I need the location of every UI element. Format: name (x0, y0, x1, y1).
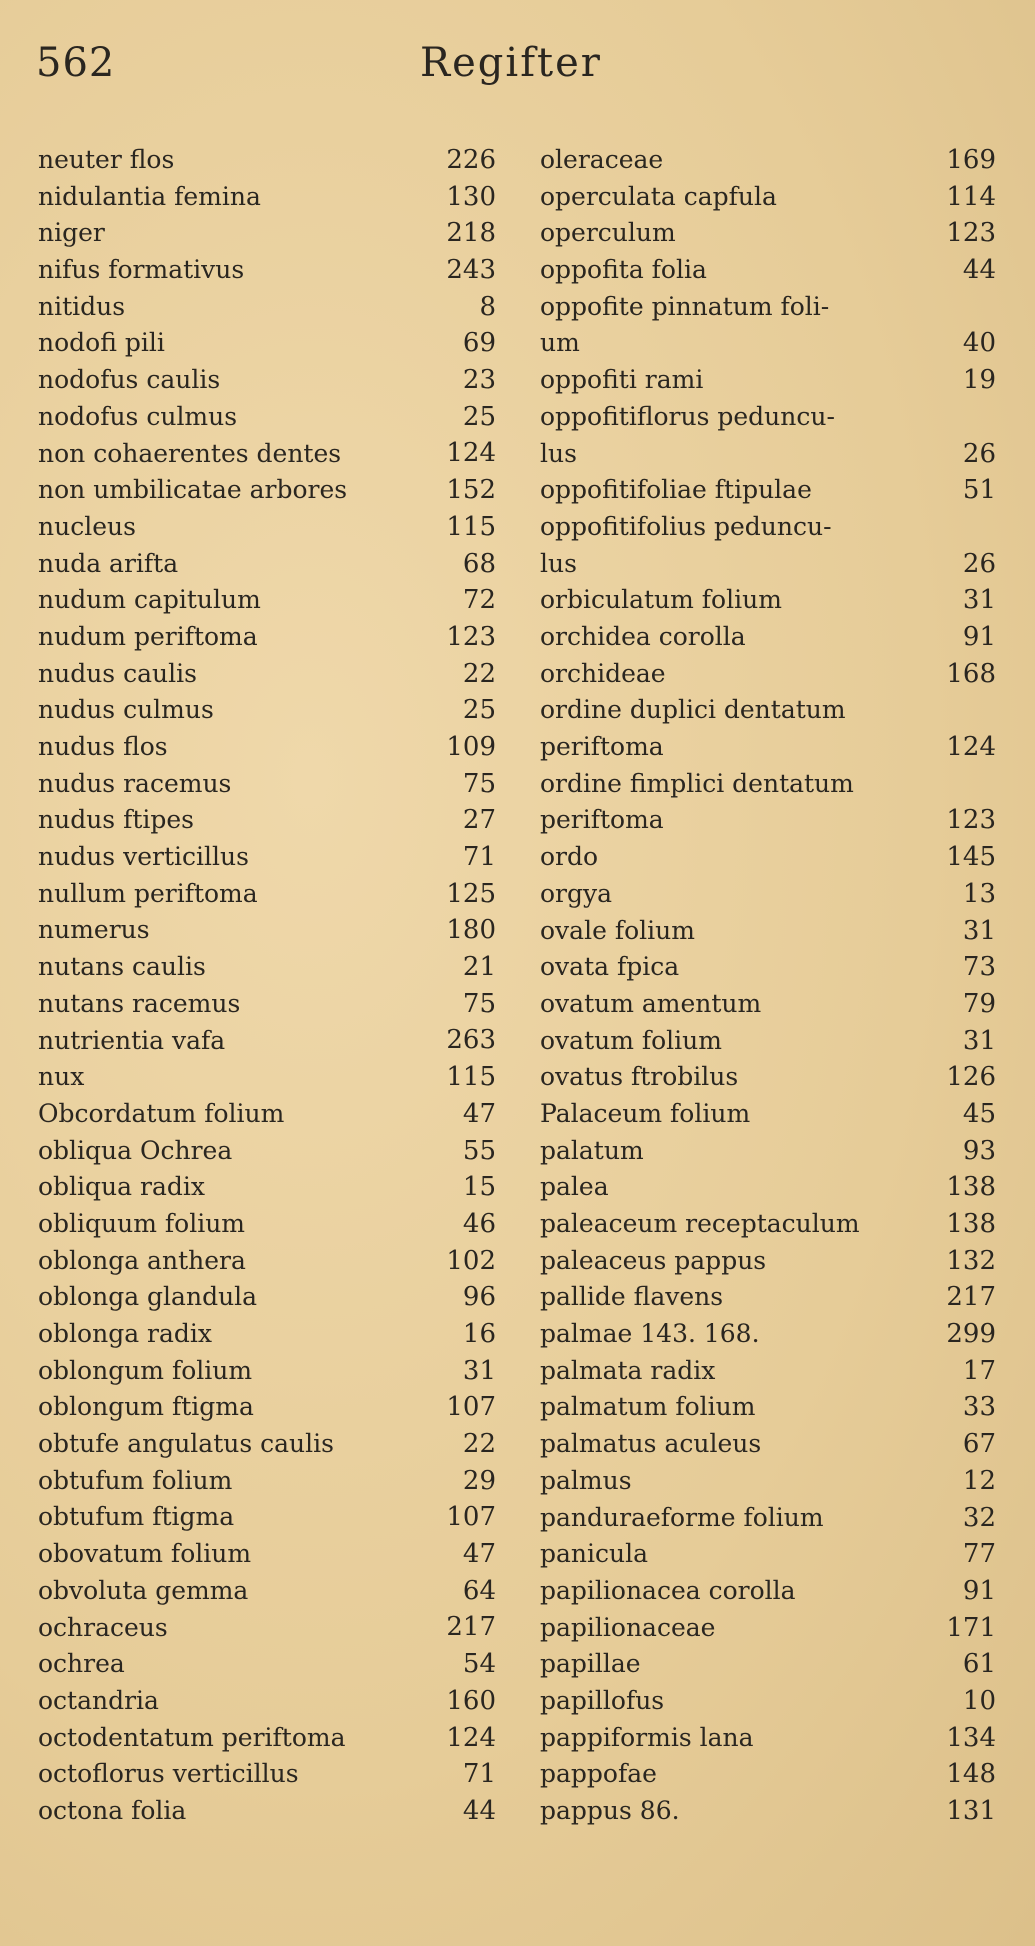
index-entry (38, 619, 496, 656)
index-entry (540, 913, 996, 950)
index-entry (540, 1023, 996, 1060)
index-term: non umbilicatae arbores (38, 475, 348, 505)
index-term: nodofus caulis (38, 365, 221, 395)
index-entry (38, 142, 496, 179)
index-term: papilionacea corolla (540, 1575, 796, 1605)
index-term: niger (38, 218, 105, 248)
index-entry (38, 252, 496, 289)
index-page-ref: 54 (462, 1649, 496, 1680)
index-term: oleraceae (540, 145, 664, 174)
index-term: nudus flos (38, 732, 168, 761)
index-term: oppofiti rami (540, 365, 704, 395)
index-page-ref: 67 (962, 1429, 996, 1460)
index-term: obtufum folium (38, 1465, 233, 1495)
index-page-ref: 114 (946, 181, 996, 212)
index-entry (540, 215, 996, 252)
index-page-ref: 138 (946, 1209, 996, 1239)
index-entry (38, 1536, 496, 1573)
index-entry (38, 692, 496, 729)
index-term: oblonga radix (38, 1319, 213, 1348)
index-term: panduraeforme folium (540, 1502, 824, 1532)
index-page-ref: 32 (962, 1502, 996, 1533)
index-entry (540, 1536, 996, 1573)
index-term: obtufe angulatus caulis (38, 1429, 334, 1459)
index-term: obovatum folium (38, 1539, 252, 1569)
index-entry (540, 472, 996, 509)
index-entry (540, 1793, 996, 1830)
index-term: ordine duplici dentatum periftoma (540, 695, 846, 762)
index-page-ref: 134 (946, 1722, 996, 1753)
index-page-ref: 124 (946, 732, 996, 763)
index-entry (38, 1023, 496, 1060)
index-page-ref: 22 (462, 1429, 496, 1460)
index-entry (38, 1279, 496, 1316)
index-term: nutans caulis (38, 952, 206, 982)
index-page-ref: 19 (962, 365, 996, 396)
index-term: palmata radix (540, 1355, 716, 1385)
index-entry (540, 399, 996, 472)
index-term: nudum capitulum (38, 585, 261, 615)
index-term: orchidea corolla (540, 621, 746, 651)
index-entry (38, 1059, 496, 1096)
index-term: papillae (540, 1649, 641, 1679)
index-term: operculum (540, 218, 676, 248)
index-term: neuter flos (38, 145, 175, 174)
index-entry (38, 912, 496, 949)
index-entry (540, 362, 996, 399)
index-page-ref: 15 (462, 1172, 496, 1203)
index-page-ref: 71 (462, 1759, 496, 1790)
index-term: paleaceum receptaculum (540, 1209, 860, 1239)
index-term: palmae 143. 168. (540, 1319, 760, 1349)
index-term: nux (38, 1062, 85, 1092)
index-column-right (540, 142, 996, 1830)
index-entry (540, 1720, 996, 1757)
index-page-ref: 131 (946, 1796, 996, 1826)
index-entry (540, 509, 996, 582)
index-term: oblongum folium (38, 1355, 253, 1385)
index-term: nudus verticillus (38, 842, 249, 872)
index-entry (38, 949, 496, 986)
index-entry (38, 1169, 496, 1206)
index-term: Palaceum folium (540, 1098, 751, 1128)
index-entry (540, 1463, 996, 1500)
index-page-ref: 75 (462, 768, 496, 799)
index-entry (38, 986, 496, 1023)
index-term: palmatum folium (540, 1392, 756, 1422)
index-entry (540, 1169, 996, 1206)
index-entry (540, 1353, 996, 1390)
index-entry (38, 876, 496, 913)
index-entry (540, 1573, 996, 1610)
index-term: nullum periftoma (38, 878, 258, 908)
index-term: ovatus ftrobilus (540, 1062, 739, 1092)
index-term: papillofus (540, 1685, 665, 1715)
index-entry (38, 1133, 496, 1170)
index-entry (38, 509, 496, 546)
index-term: palmus (540, 1465, 632, 1495)
index-page-ref: 75 (462, 988, 496, 1019)
index-term: octona folia (38, 1795, 187, 1825)
index-entry (540, 1646, 996, 1683)
index-page-ref: 109 (446, 731, 496, 762)
index-entry (540, 1133, 996, 1170)
index-page-ref: 123 (946, 218, 996, 249)
index-entry (38, 362, 496, 399)
index-page-ref: 71 (462, 842, 496, 873)
index-term: oppofite pinnatum foli- um (540, 291, 830, 358)
index-page-ref: 107 (446, 1392, 496, 1423)
index-entry (38, 325, 496, 362)
index-term: octandria (38, 1685, 159, 1715)
index-entry (38, 399, 496, 436)
index-entry (38, 1756, 496, 1793)
index-entry (540, 1389, 996, 1426)
index-term: ovatum amentum (540, 988, 762, 1018)
index-entry (540, 1756, 996, 1793)
index-entry (540, 876, 996, 913)
index-term: octoflorus verticillus (38, 1759, 299, 1789)
index-page-ref: 23 (462, 365, 496, 396)
index-entry (540, 289, 996, 362)
index-entry (540, 1426, 996, 1463)
index-entry (540, 1206, 996, 1243)
index-term: ovale folium (540, 915, 695, 945)
index-page-ref: 217 (946, 1282, 996, 1313)
index-term: oblonga glandula (38, 1282, 258, 1312)
index-page-ref: 31 (962, 915, 996, 946)
index-page-ref: 130 (446, 181, 496, 212)
index-page-ref: 61 (962, 1649, 996, 1680)
index-entry (38, 729, 496, 766)
index-term: nidulantia femina (38, 181, 261, 211)
index-term: paleaceus pappus (540, 1245, 767, 1275)
index-page-ref: 8 (479, 291, 496, 322)
index-term: nucleus (38, 511, 136, 541)
index-page-ref: 91 (962, 621, 996, 652)
index-page-ref: 115 (446, 1062, 496, 1093)
index-entry (38, 1573, 496, 1610)
index-entry (38, 1793, 496, 1830)
index-term: octodentatum periftoma (38, 1722, 346, 1752)
index-term: pappus 86. (540, 1796, 680, 1826)
index-term: nuda arifta (38, 548, 179, 578)
index-entry (38, 1610, 496, 1647)
index-page-ref: 68 (462, 548, 496, 579)
index-term: nudus racemus (38, 768, 232, 798)
index-entry (38, 656, 496, 693)
index-term: Obcordatum folium (38, 1098, 285, 1128)
index-page-ref: 73 (962, 952, 996, 983)
index-entry (38, 1353, 496, 1390)
index-term: obtufum ftigma (38, 1502, 235, 1532)
index-entry (540, 1610, 996, 1647)
index-page-ref: 29 (462, 1465, 496, 1496)
index-term: nutrientia vafa (38, 1025, 226, 1055)
index-entry (38, 1316, 496, 1353)
index-entry (38, 1720, 496, 1757)
index-page-ref: 44 (462, 1795, 496, 1826)
index-entry (38, 1243, 496, 1280)
index-page-ref: 126 (946, 1062, 996, 1093)
index-term: ovata fpica (540, 952, 680, 982)
index-page-ref: 77 (962, 1539, 996, 1570)
index-entry (38, 1426, 496, 1463)
index-column-left (38, 142, 496, 1830)
index-term: oppofita folia (540, 255, 707, 285)
index-term: operculata capfula (540, 181, 777, 211)
index-page-ref: 31 (962, 585, 996, 616)
index-term: orchideae (540, 658, 666, 688)
running-title: Regifter (420, 40, 602, 86)
index-term: ochrea (38, 1649, 125, 1679)
index-page-ref: 47 (462, 1539, 496, 1570)
index-entry (38, 766, 496, 803)
index-entry (540, 1096, 996, 1133)
index-term: orbiculatum folium (540, 585, 782, 615)
index-page-ref: 47 (462, 1098, 496, 1129)
index-page-ref: 243 (446, 255, 496, 286)
index-term: ordo (540, 842, 599, 872)
index-page-ref: 180 (446, 915, 496, 946)
index-term: oblonga anthera (38, 1245, 246, 1275)
index-page-ref: 138 (946, 1172, 996, 1203)
index-entry (38, 215, 496, 252)
index-entry (540, 179, 996, 216)
index-page-ref: 51 (962, 475, 996, 506)
index-term: oppofitifoliae ftipulae (540, 475, 812, 505)
index-page-ref: 226 (446, 144, 496, 175)
index-entry (540, 1243, 996, 1280)
index-entry (38, 1463, 496, 1500)
index-page-ref: 299 (946, 1319, 996, 1350)
index-entry (38, 582, 496, 619)
index-page-ref: 124 (446, 438, 496, 469)
index-page-ref: 10 (962, 1685, 996, 1716)
index-page-ref: 217 (446, 1612, 496, 1643)
index-page-ref: 26 (962, 548, 996, 579)
index-page-ref: 40 (962, 328, 996, 359)
index-page-ref: 55 (462, 1135, 496, 1166)
index-term: oppofitiflorus peduncu- lus (540, 401, 835, 468)
index-entry (38, 1683, 496, 1720)
index-page-ref: 45 (962, 1098, 996, 1129)
index-page-ref: 31 (462, 1355, 496, 1386)
index-entry (540, 692, 996, 765)
index-entry (540, 252, 996, 289)
index-entry (38, 1096, 496, 1133)
index-term: nudus culmus (38, 695, 214, 725)
index-term: obliquum folium (38, 1208, 246, 1238)
index-entry (540, 1059, 996, 1096)
index-entry (540, 582, 996, 619)
index-entry (540, 766, 996, 839)
index-entry (540, 839, 996, 876)
index-page-ref: 64 (462, 1575, 496, 1606)
index-entry (540, 1500, 996, 1537)
index-entry (540, 986, 996, 1023)
index-page-ref: 107 (446, 1502, 496, 1533)
index-term: ordine fimplici dentatum periftoma (540, 768, 854, 835)
index-page-ref: 132 (946, 1245, 996, 1276)
index-page-ref: 13 (962, 878, 996, 909)
index-page-ref: 115 (446, 511, 496, 542)
index-term: obliqua radix (38, 1172, 205, 1202)
index-term: pappiformis lana (540, 1722, 754, 1752)
index-term: palmatus aculeus (540, 1429, 762, 1459)
index-entry (540, 1279, 996, 1316)
index-page-ref: 72 (462, 585, 496, 616)
page-number: 562 (36, 40, 116, 86)
index-page-ref: 125 (446, 878, 496, 909)
index-term: nudum periftoma (38, 621, 258, 651)
index-entry (38, 289, 496, 326)
index-entry (38, 436, 496, 473)
index-page-ref: 96 (462, 1282, 496, 1313)
index-page-ref: 25 (462, 695, 496, 726)
index-entry (540, 619, 996, 656)
index-term: nifus formativus (38, 255, 245, 285)
index-entry (38, 1646, 496, 1683)
index-term: nutans racemus (38, 988, 241, 1018)
index-term: ovatum folium (540, 1025, 722, 1055)
index-term: palea (540, 1172, 609, 1202)
index-page-ref: 33 (962, 1392, 996, 1423)
index-term: nudus caulis (38, 658, 197, 688)
index-term: nodofus culmus (38, 401, 238, 431)
index-term: palatum (540, 1135, 644, 1165)
index-page-ref: 22 (462, 658, 496, 689)
index-entry (540, 656, 996, 693)
index-page-ref: 124 (446, 1722, 496, 1753)
index-page-ref: 12 (962, 1465, 996, 1496)
index-entry (38, 179, 496, 216)
index-term: papilionaceae (540, 1612, 716, 1642)
index-page-ref: 17 (962, 1355, 996, 1386)
index-page-ref: 69 (462, 328, 496, 359)
index-page-ref: 102 (446, 1245, 496, 1276)
index-page-ref: 160 (446, 1685, 496, 1716)
index-entry (38, 1389, 496, 1426)
index-page-ref: 218 (446, 218, 496, 249)
index-term: obvoluta gemma (38, 1575, 249, 1605)
index-page-ref: 123 (446, 621, 496, 652)
index-page-ref: 44 (962, 255, 996, 286)
index-term: ochraceus (38, 1612, 168, 1642)
index-term: nodofi pili (38, 328, 165, 358)
index-entry (540, 1683, 996, 1720)
index-page-ref: 27 (462, 805, 496, 836)
index-entry (38, 546, 496, 583)
index-page-ref: 123 (946, 805, 996, 836)
index-term: obliqua Ochrea (38, 1135, 233, 1165)
index-term: panicula (540, 1539, 649, 1569)
index-entry (38, 1499, 496, 1536)
index-term: nitidus (38, 291, 126, 321)
index-term: non cohaerentes dentes (38, 438, 342, 468)
index-entry (540, 949, 996, 986)
index-term: oblongum ftigma (38, 1392, 254, 1422)
index-page-ref: 25 (462, 401, 496, 432)
index-entry (38, 839, 496, 876)
index-page-ref: 91 (962, 1575, 996, 1606)
index-page-ref: 21 (462, 952, 496, 983)
index-page-ref: 31 (962, 1025, 996, 1056)
index-term: pallide flavens (540, 1282, 724, 1312)
index-entry (540, 1316, 996, 1353)
index-page-ref: 152 (446, 475, 496, 506)
index-entry (38, 802, 496, 839)
index-entry (540, 142, 996, 179)
index-term: orgya (540, 878, 613, 908)
index-page-ref: 148 (946, 1759, 996, 1790)
index-page-ref: 263 (446, 1025, 496, 1056)
index-entry (38, 472, 496, 509)
index-page-ref: 79 (962, 988, 996, 1019)
index-entry (38, 1206, 496, 1243)
index-term: pappofae (540, 1759, 657, 1789)
index-page-ref: 145 (946, 842, 996, 873)
index-page-ref: 93 (962, 1135, 996, 1166)
index-page-ref: 16 (462, 1318, 496, 1349)
index-term: numerus (38, 915, 150, 945)
index-page-ref: 171 (946, 1612, 996, 1643)
index-page-ref: 46 (462, 1208, 496, 1239)
index-page-ref: 169 (946, 144, 996, 175)
index-page-ref: 168 (946, 658, 996, 689)
index-term: oppofitifolius peduncu- lus (540, 511, 832, 578)
index-term: nudus ftipes (38, 805, 195, 835)
index-page-ref: 26 (962, 438, 996, 469)
